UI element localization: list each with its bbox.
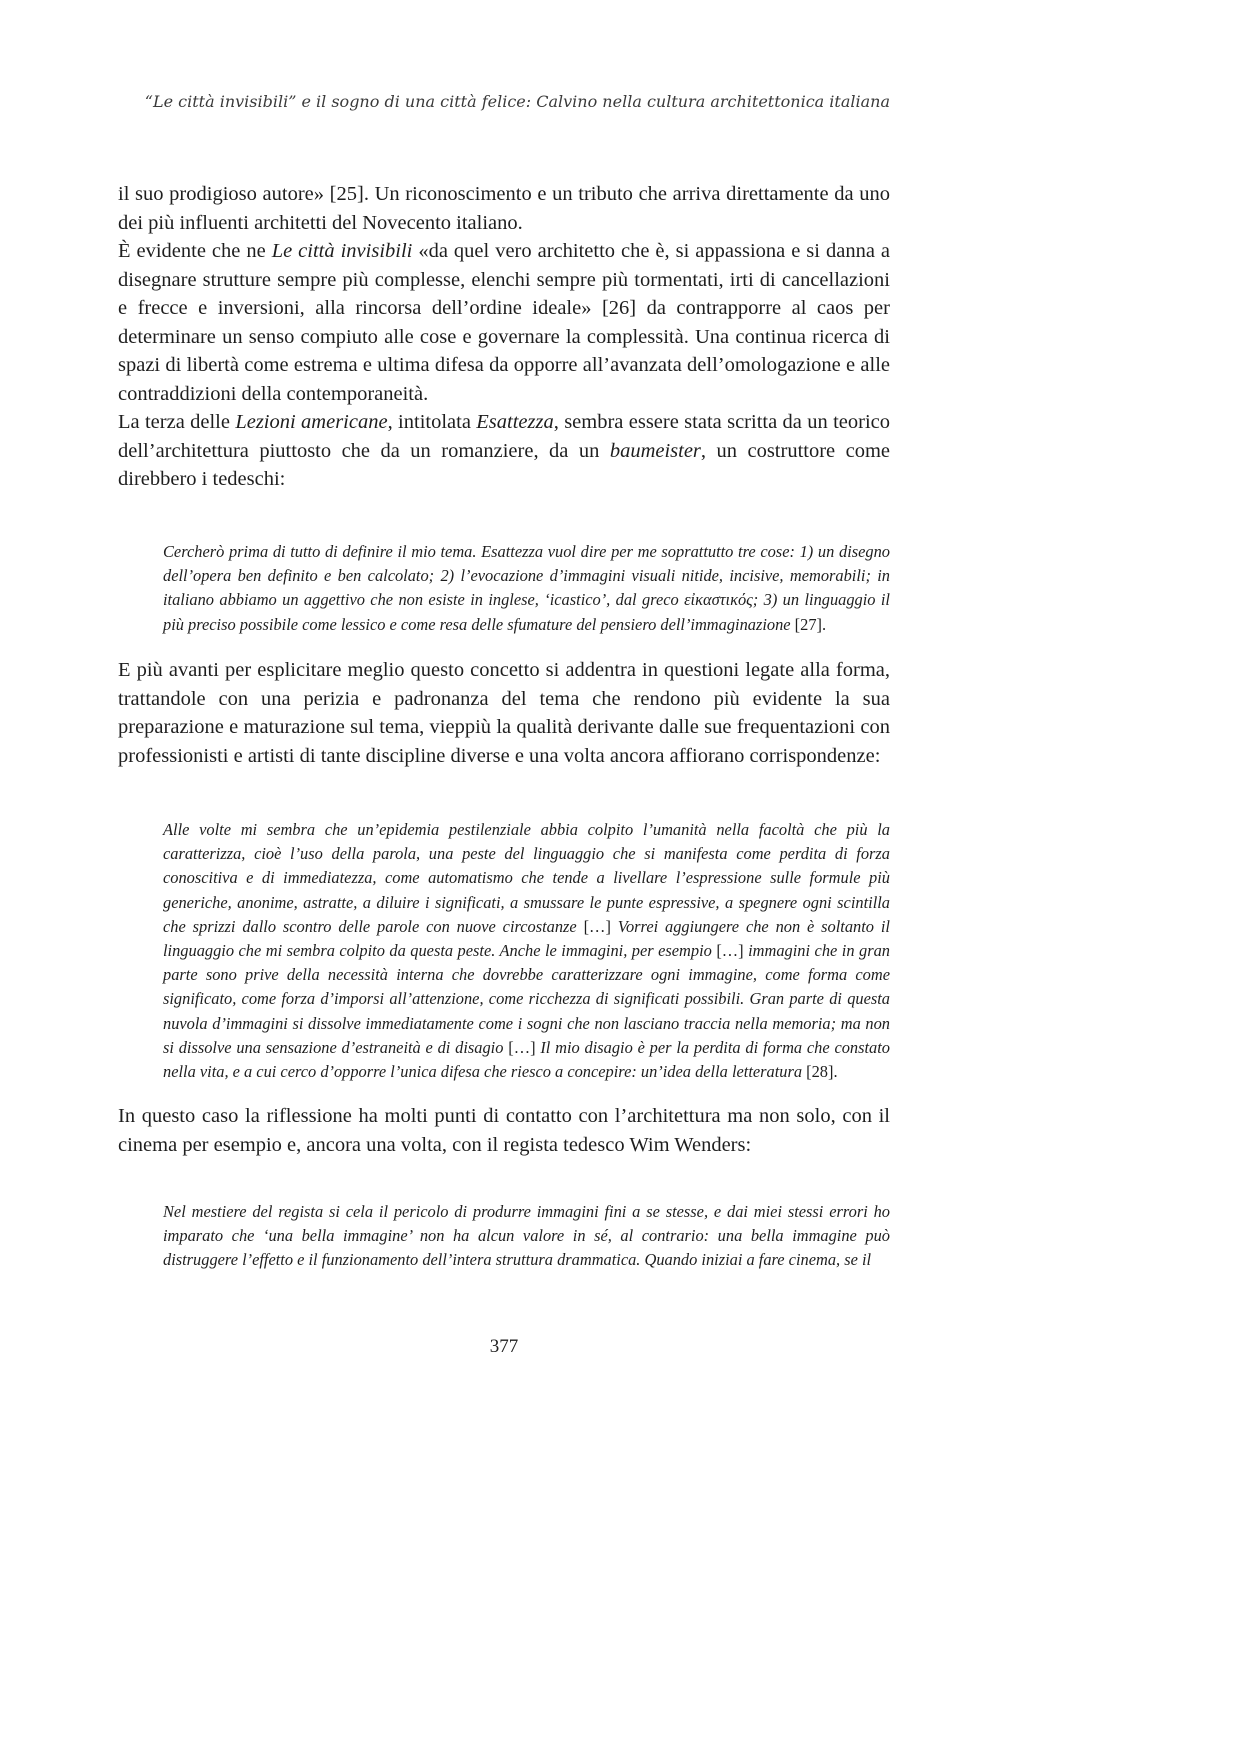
block-quote-2-part-a: Alle volte mi sembra che un’epidemia pestilenziale abbia colpito l’umanità nella facoltà che più la caratterizza, cioè l’uso della parola, una peste del linguaggio che si manifesta come perdita di forza conoscitiva e di immediatezza, come automatismo che tende a livellare l’espressione sulle formule più generiche, anonime, astratte, a diluire i significati, a smussare le punte espressive, a spegnere ogni scintilla che sprizzi dallo scontro delle parole con nuove circostanze (163, 820, 890, 936)
paragraph-1: il suo prodigioso autore» [25]. Un riconoscimento e un tributo che arriva direttamente da uno dei più influenti architetti del Novecento italiano. (118, 183, 890, 234)
paragraph-5: In questo caso la riflessione ha molti punti di contatto con l’architettura ma non solo, con il cinema per esempio e, ancora una volta, con il regista tedesco Wim Wenders: (118, 1105, 890, 1156)
block-quote-2-part-d: Il mio disagio è per la perdita di forma che constato nella vita, e a cui cerco d’opporre l’unica difesa che riesco a concepire: un’idea della letteratura (163, 1037, 890, 1082)
ellipsis-1: […] (583, 916, 611, 936)
paragraph-2-lead: È evidente che ne (118, 240, 272, 262)
paragraph-2-rest: «da quel vero architetto che è, si appassiona e si danna a disegnare strutture sempre più complesse, elenchi sempre più tormentati, irti di cancellazioni e frecce e inversioni, alla rincorsa dell’ordine ideale» [26] da contrapporre al caos per determinare un senso compiuto alle cose e governare la complessità. Una continua ricerca di spazi di libertà come estrema e ultima difesa da opporre all’avanzata dell’omologazione e alle contraddizioni della contemporaneità. (118, 240, 890, 405)
block-quote-3 (163, 1200, 890, 1273)
page-number: 377 (489, 1336, 519, 1357)
book-title-lezioni-americane: Lezioni americane (235, 411, 388, 433)
book-title-citta-invisibili: Le città invisibili (271, 240, 413, 262)
block-quote-3-text: Nel mestiere del regista si cela il pericolo di produrre immagini fini a se stesse, e dai miei stessi errori ho imparato che ‘una bella immagine’ non ha alcun valore in sé, al contrario: una bella immagine può distruggere l’effetto e il funzionamento dell’intera struttura drammatica. Quando iniziai a fare cinema, se il (163, 1202, 890, 1270)
paragraph-3-a: La terza delle (118, 411, 236, 433)
body-text-middle (118, 656, 890, 770)
block-quote-1 (163, 540, 890, 637)
block-quote-1-text: Cercherò prima di tutto di definire il mio tema. Esattezza vuol dire per me soprattutto tre cose: 1) un disegno dell’opera ben definito e ben calcolato; 2) l’evocazione d’immagini visuali nitide, incisive, memorabili; in italiano abbiamo un aggettivo che non esiste in inglese, ‘icastico’, dal greco εἰκαστικός; 3) un linguaggio il più preciso possibile come lessico e come resa delle sfumature del pensiero dell’immaginazione (163, 542, 890, 634)
paragraph-2 (118, 237, 890, 408)
citation-28: [28]. (806, 1062, 838, 1082)
paragraph-3 (118, 408, 890, 494)
paragraph-4: E più avanti per esplicitare meglio questo concetto si addentra in questioni legate alla forma, trattandole con una perizia e padronanza del tema che rendono più evidente la sua preparazione e maturazione sul tema, vieppiù la qualità derivante dalle sue frequentazioni con professionisti e artisti di tante discipline diverse e una volta ancora affiorano corrispondenze: (118, 659, 890, 767)
citation-27: [27]. (794, 614, 827, 634)
term-baumeister: baumeister (609, 439, 701, 462)
block-quote-2 (163, 818, 890, 1084)
paragraph-3-g: , un costruttore come direbbero i tedeschi: (118, 439, 890, 490)
body-text-top (118, 180, 890, 494)
block-quote-2-part-b: Vorrei aggiungere che non è soltanto il linguaggio che mi sembra colpito da questa peste. Anche le immagini, per esempio (163, 916, 890, 961)
lesson-title-esattezza: Esattezza (476, 411, 554, 433)
running-head: “Le città invisibili” e il sogno di una città felice: Calvino nella cultura architettonica italiana (144, 92, 890, 111)
paragraph-3-e: , sembra essere stata scritta da un teorico dell’architettura piuttosto che da un romanziere, da un (118, 411, 890, 462)
ellipsis-2: […] (716, 941, 744, 961)
body-text-bottom (118, 1102, 890, 1159)
ellipsis-3: […] (508, 1037, 536, 1057)
paragraph-3-c: , intitolata (387, 411, 477, 433)
block-quote-2-part-c: immagini che in gran parte sono prive della necessità interna che dovrebbe caratterizzare ogni immagine, come forma come significato, come forza d’imporsi all’attenzione, come ricchezza di significati possibili. Gran parte di questa nuvola d’immagini si dissolve immediatamente come i sogni che non lasciano traccia nella memoria; ma non si dissolve una sensazione d’estraneità e di disagio (163, 941, 890, 1057)
